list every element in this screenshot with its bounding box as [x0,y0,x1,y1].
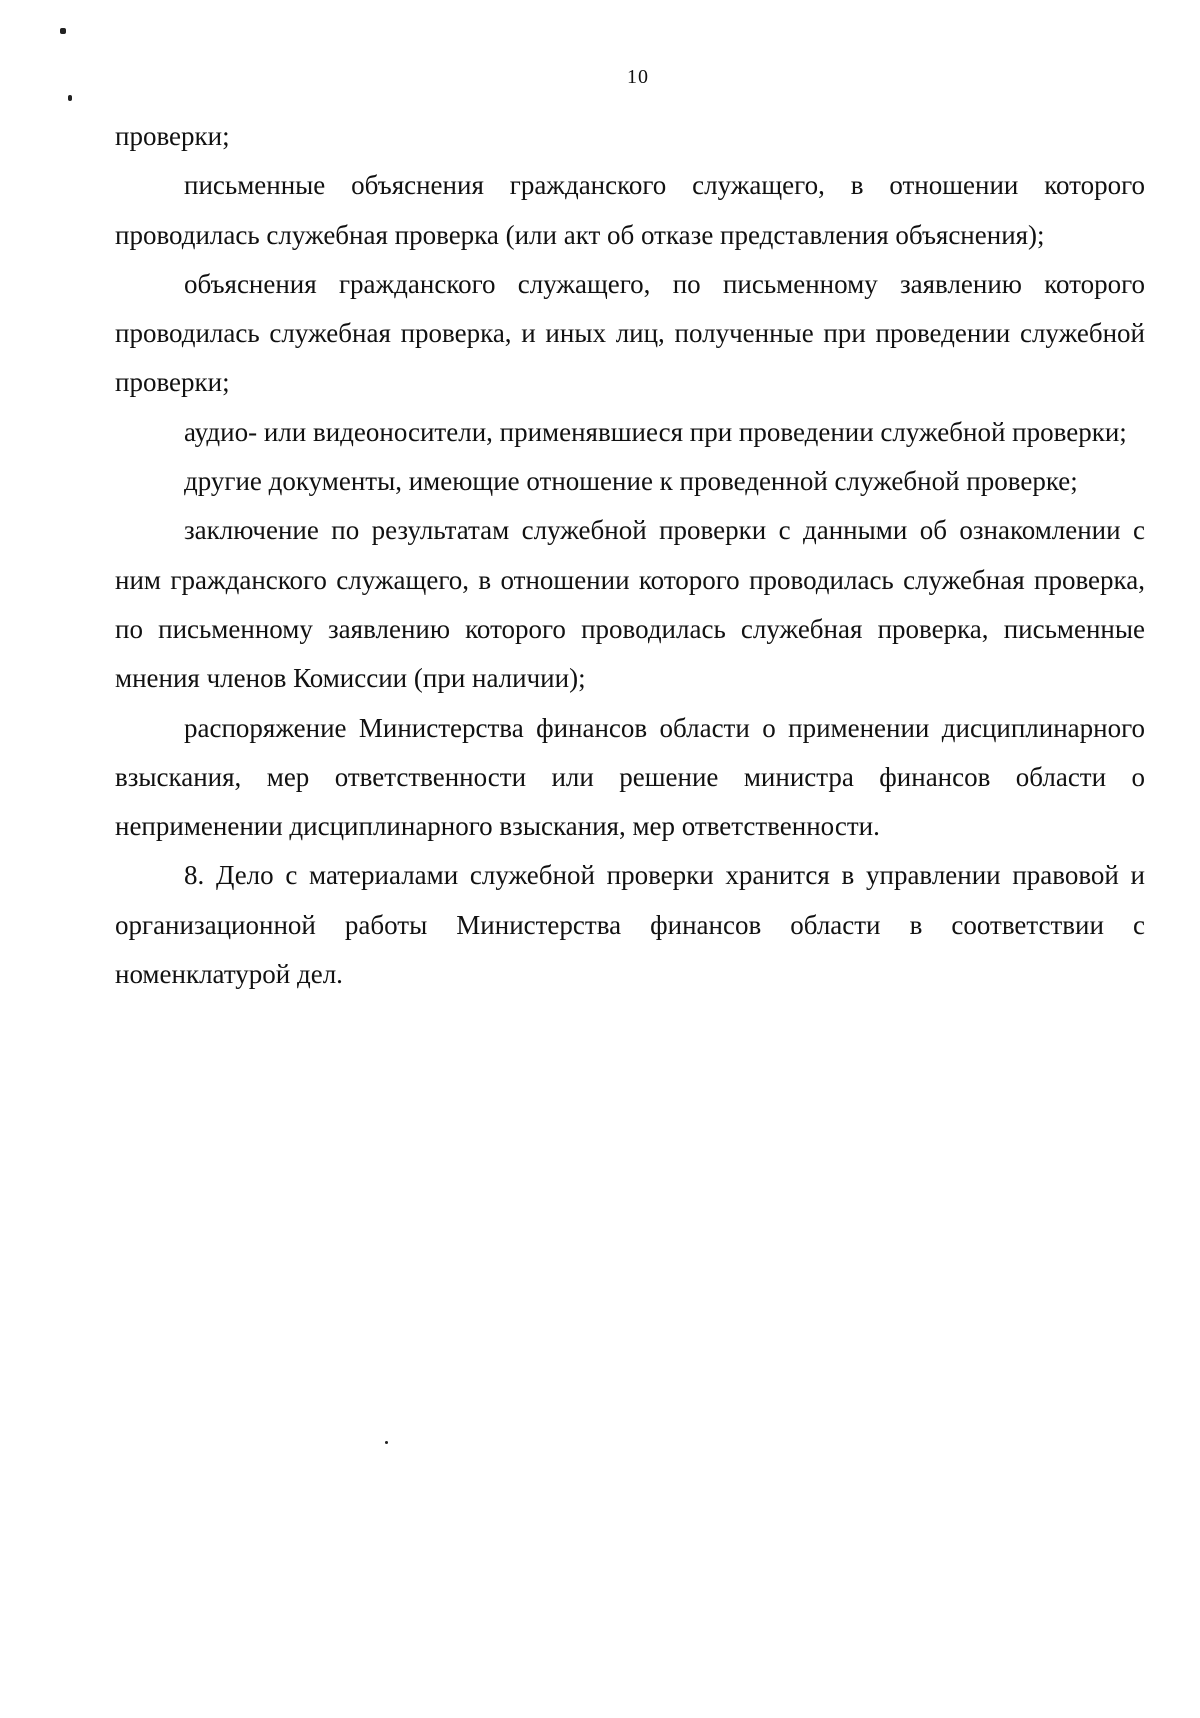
paragraph-other-documents: другие документы, имеющие отношение к проведенной служебной проверке; [184,466,1078,497]
paragraph-written-explanations: письменные объяснения гражданского служащего, в отношении которого проводилась служебная проверка (или акт об отказе представления объяснения); [115,170,1145,250]
document-body [115,112,1145,999]
paragraph-explanations-applicant: объяснения гражданского служащего, по письменному заявлению которого проводилась служебная проверка, и иных лиц, полученные при проведении служебной проверки; [115,268,1145,398]
paragraph-continuation: проверки; [115,121,230,151]
scan-artifact-dot [68,95,72,101]
paragraph-order: распоряжение Министерства финансов области о применении дисциплинарного взыскания, мер ответственности или решение министра финансов области о неприменении дисциплинарного взыскания, мер ответственности. [115,712,1145,842]
paragraph-conclusion: заключение по результатам служебной проверки с данными об ознакомлении с ним гражданского служащего, в отношении которого проводилась служебная проверка, по письменному заявлению которого проводилась служебная проверка, письменные мнения членов Комиссии (при наличии); [115,515,1145,694]
page-number: 10 [627,66,649,88]
scan-artifact-dot [385,1441,388,1444]
scan-artifact-dot [60,28,66,34]
paragraph-audio-video: аудио- или видеоносители, применявшиеся при проведении служебной проверки; [184,416,1127,447]
paragraph-item-8: 8. Дело с материалами служебной проверки хранится в управлении правовой и организационной работы Министерства финансов области в соответствии с номенклатурой дел. [115,860,1145,990]
